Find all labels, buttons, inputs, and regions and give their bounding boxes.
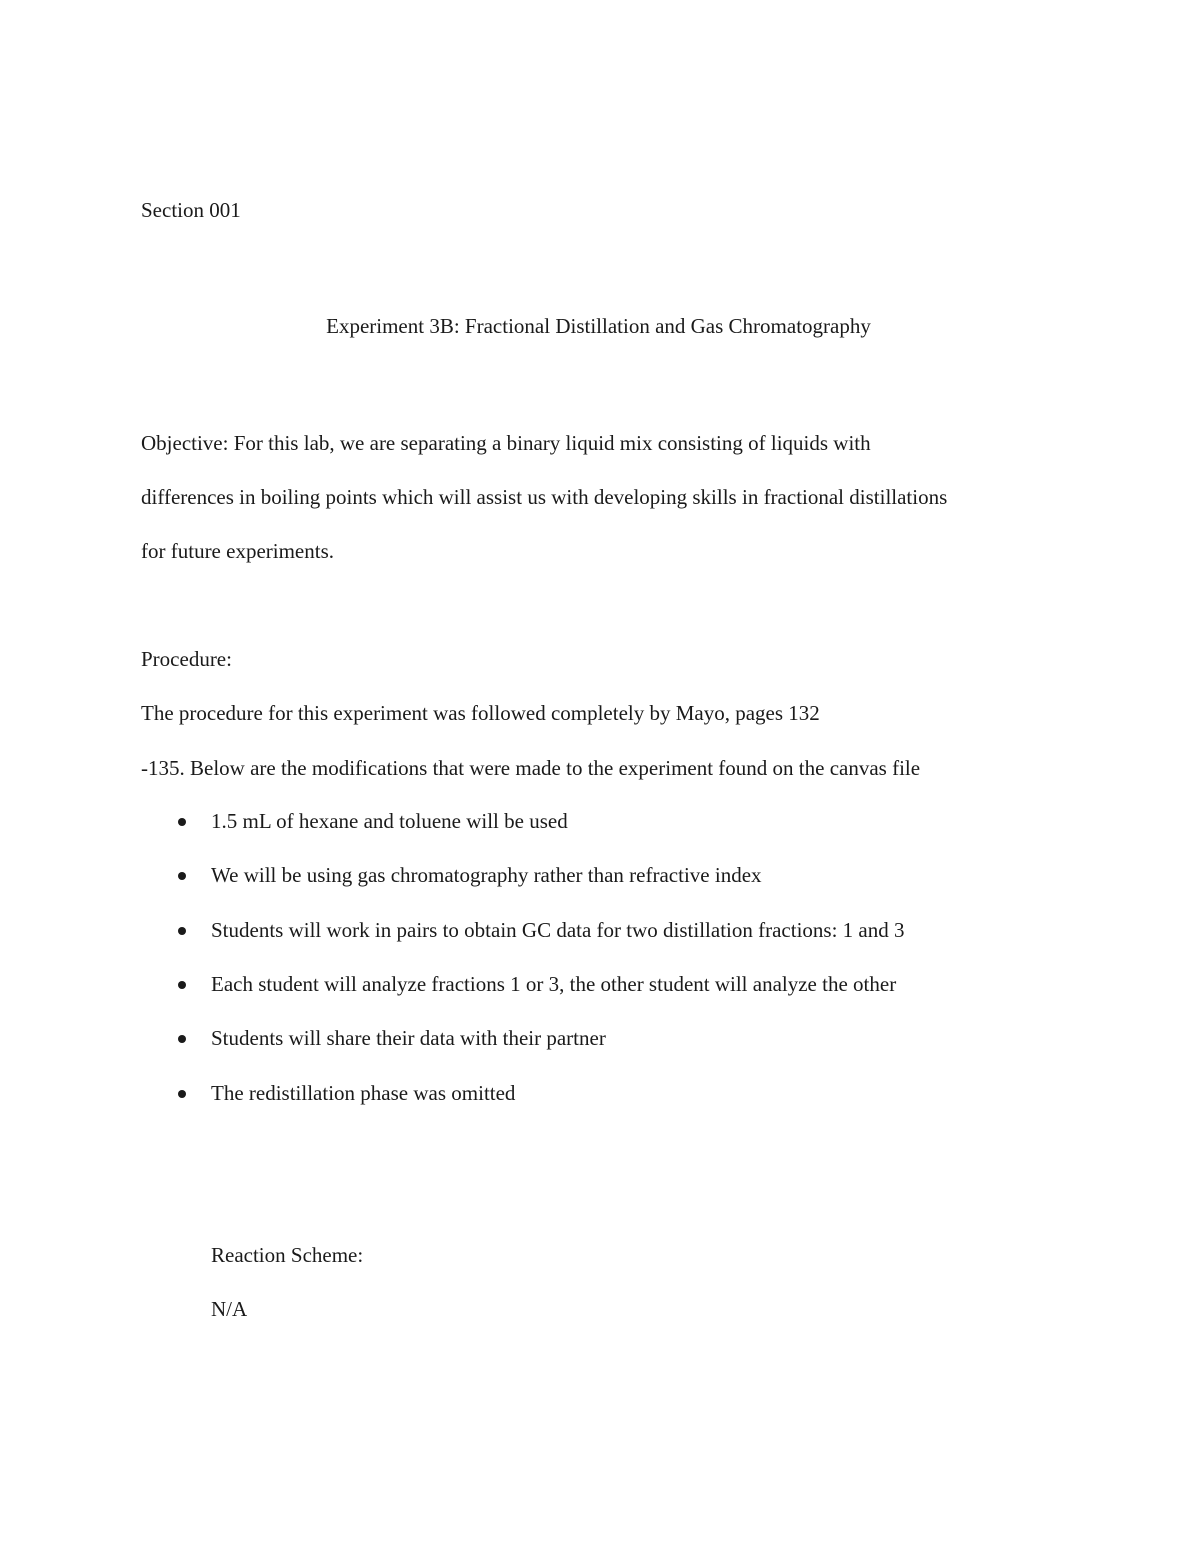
bullet-icon xyxy=(178,927,186,935)
reaction-scheme-heading: Reaction Scheme: xyxy=(211,1243,364,1267)
section-number: Section 001 xyxy=(141,198,241,222)
bullet-icon xyxy=(178,981,186,989)
list-item-text: 1.5 mL of hexane and toluene will be used xyxy=(211,809,568,833)
list-item-text: Students will share their data with their partner xyxy=(211,1026,606,1050)
bullet-icon xyxy=(178,1090,186,1098)
list-item-text: We will be using gas chromatography rather than refractive index xyxy=(211,863,762,887)
bullet-icon xyxy=(178,818,186,826)
document-title: Experiment 3B: Fractional Distillation and Gas Chromatography xyxy=(326,314,871,338)
objective-line: differences in boiling points which will assist us with developing skills in fractional distillations xyxy=(141,485,948,509)
reaction-scheme-value: N/A xyxy=(211,1297,248,1321)
bullet-icon xyxy=(178,1035,186,1043)
list-item-text: The redistillation phase was omitted xyxy=(211,1081,516,1105)
list-item-text: Students will work in pairs to obtain GC data for two distillation fractions: 1 and 3 xyxy=(211,918,905,942)
procedure-line: The procedure for this experiment was followed completely by Mayo, pages 132 xyxy=(141,701,820,725)
objective-line: for future experiments. xyxy=(141,539,335,563)
list-item-text: Each student will analyze fractions 1 or 3, the other student will analyze the other xyxy=(211,972,897,996)
objective-line: Objective: For this lab, we are separating a binary liquid mix consisting of liquids with xyxy=(141,431,871,455)
procedure-line: -135. Below are the modifications that were made to the experiment found on the canvas file xyxy=(141,756,921,780)
bullet-icon xyxy=(178,872,186,880)
procedure-heading: Procedure: xyxy=(141,647,232,671)
